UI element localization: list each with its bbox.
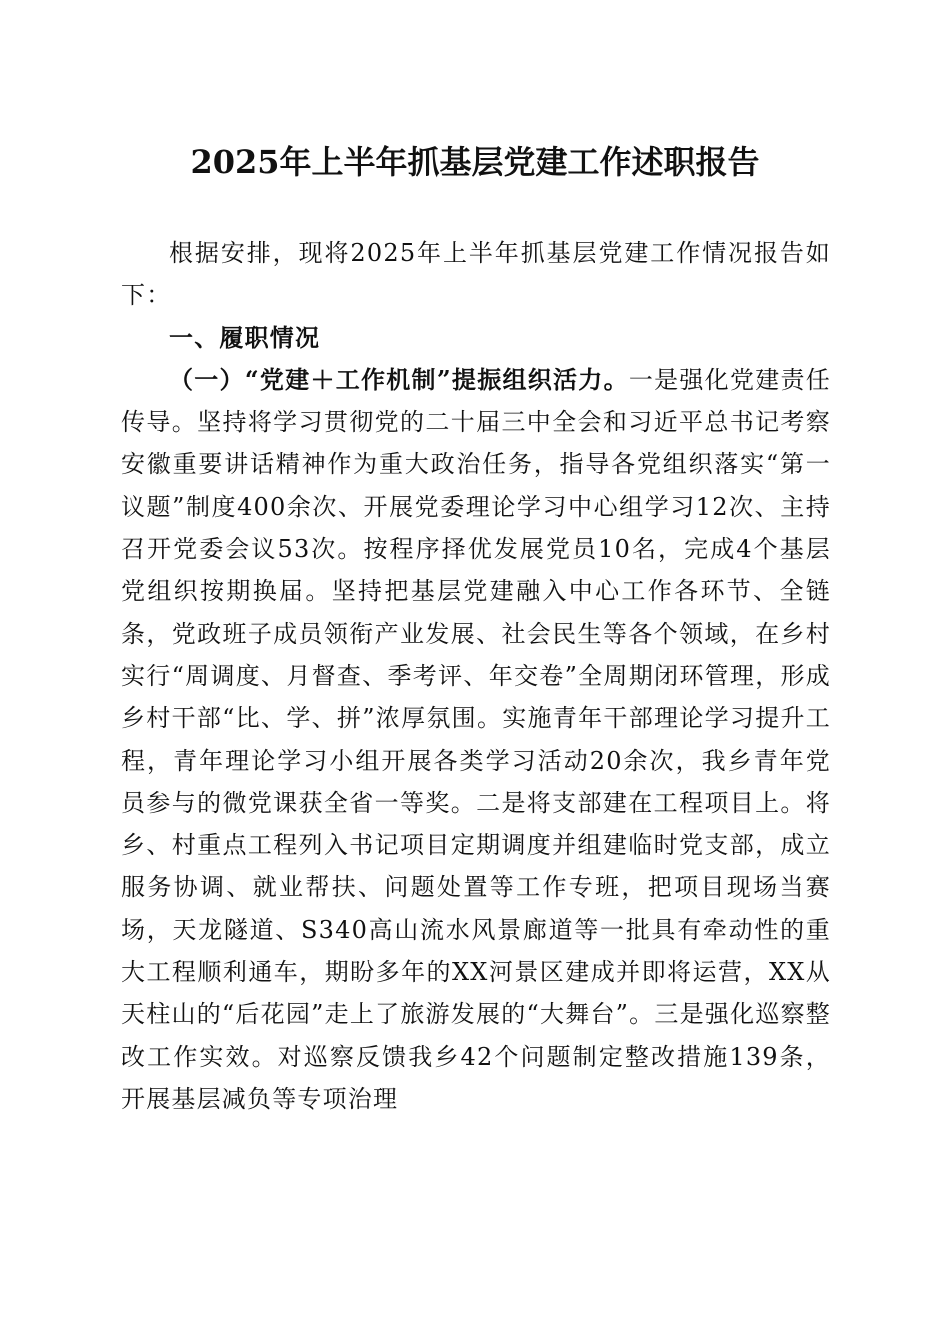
subsection-heading-1: （一）“党建＋工作机制”提振组织活力。 — [169, 364, 629, 394]
document-title: 2025年上半年抓基层党建工作述职报告 — [190, 143, 760, 181]
intro-paragraph: 根据安排，现将2025年上半年抓基层党建工作情况报告如下： — [121, 239, 831, 310]
section-heading-1: 一、履职情况 — [169, 323, 321, 352]
subsection-body-1: 一是强化党建责任传导。坚持将学习贯彻党的二十届三中全会和习近平总书记考察安徽重要讲话精神作为重大政治任务，指导各党组织落实“第一议题”制度400余次、开展党委理论学习中心组学习12次、主持召开党委会议53次。按程序择优发展党员10名，完成4个基层党组织按期换届。坚持把基层党建融入中心工作各环节、全链条，党政班子成员领衔产业发展、社会民生等各个领域，在乡村实行“周调度、月督查、季考评、年交卷”全周期闭环管理，形成乡村干部“比、学、拼”浓厚氛围。实施青年干部理论学习提升工程，青年理论学习小组开展各类学习活动20余次，我乡青年党员参与的微党课获全省一等奖。二是将支部建在工程项目上。将乡、村重点工程列入书记项目定期调度并组建临时党支部，成立服务协调、就业帮扶、问题处置等工作专班，把项目现场当赛场，天龙隧道、S340高山流水风景廊道等一批具有牵动性的重大工程顺利通车，期盼多年的XX河景区建成并即将运营，XX从天柱山的“后花园”走上了旅游发展的“大舞台”。三是强化巡察整改工作实效。对巡察反馈我乡42个问题制定整改措施139条，开展基层减负等专项治理 — [121, 365, 831, 1113]
subsection-paragraph-1 — [121, 359, 831, 1120]
document-body — [121, 232, 831, 1120]
